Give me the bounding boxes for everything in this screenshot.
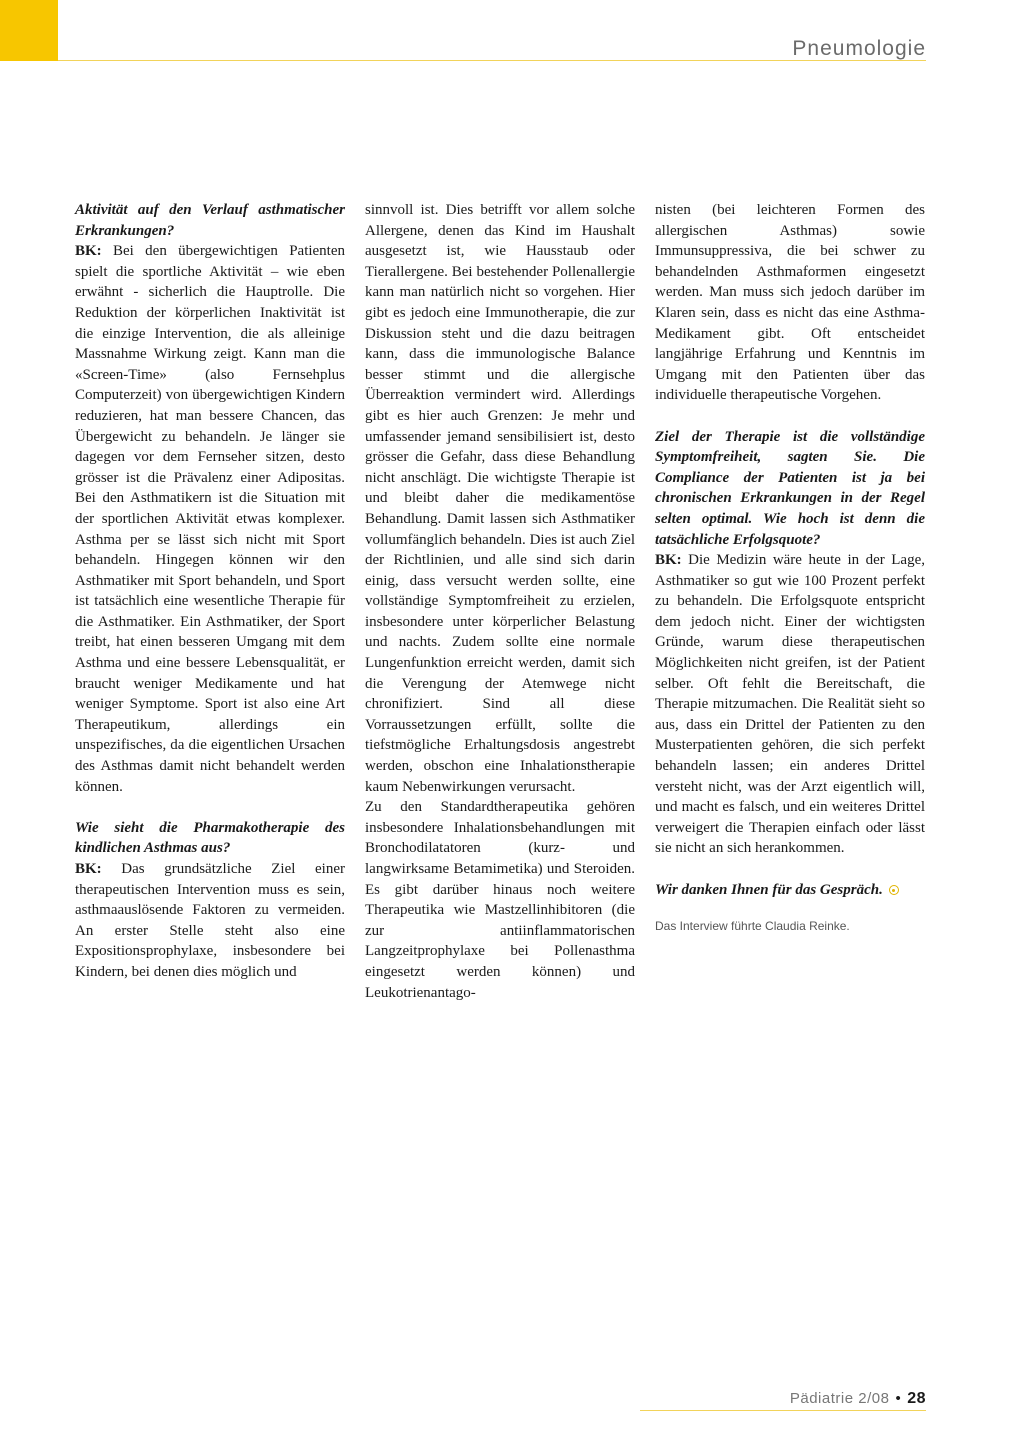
answer-1-text: Bei den übergewichtigen Patienten spielt die sportliche Aktivität – wie eben erwähnt - sicherlich die Hauptrolle. Die Reduktion der körperlichen Inaktivität ist die einzige Intervention, die als alleinige Massnahme Wirkung zeigt. Kann man die «Screen-Time» (also Fernsehplus Computerzeit) von übergewichtigen Kindern reduzieren, hat man bessere Chancen, das Übergewicht zu behandeln. Je länger sie dagegen vor dem Fernseher sitzen, desto grösser ist die Prävalenz einer Adipositas. Bei den Asthmatikern ist die Situation mit der sportlichen Aktivität etwas komplexer. Asthma per se lässt sich nicht mit Sport behandeln. Hingegen können wir den Asthmatiker mit Sport behandeln, und Sport ist tatsächlich eine wesentliche Therapie für die Asthmatiker. Ein Asthmatiker, der Sport treibt, hat einen besseren Umgang mit dem Asthma und eine bessere Lebensqualität, er braucht weniger Medikamente und hat weniger Symptome. Sport ist also eine Art Therapeutikum, allerdings ein unspezifisches, da die eigentlichen Ursachen des Asthmas damit nicht behandelt werden können. (75, 243, 346, 795)
closing-statement (655, 880, 925, 901)
end-of-article-icon (889, 885, 899, 895)
footer-rule (640, 1410, 926, 1411)
answer-3-text: Die Medizin wäre heute in der Lage, Asthmatiker so gut wie 100 Prozent perfekt zu behandeln. Die Erfolgsquote entspricht dem jedoch nicht. Einer der wichtigsten Gründe, warum diese therapeutischen Möglichkeiten nicht greifen, ist der Patient selber. Oft fehlt die Bereitschaft, die Therapie mitzumachen. Die Realität sieht so aus, dass ein Drittel der Patienten zu den Musterpatienten gehören, die sich perfekt behandeln lassen; ein anderes Drittel versteht nicht, was der Arzt eigentlich will, und macht es falsch, und ein weiteres Drittel verweigert die Therapien einfach oder lässt sie nicht an sich herankommen. (655, 552, 925, 857)
column-2 (365, 200, 635, 1003)
question-3: Ziel der Therapie ist die vollständige Symptomfreiheit, sagten Sie. Die Compliance der Patienten ist ja bei chronischen Erkrankungen in der Regel selten optimal. Wie hoch ist denn die tatsächliche Erfolgsquote? (655, 428, 925, 548)
footer-separator: • (895, 1390, 902, 1407)
speaker-label: BK: (75, 243, 102, 260)
column-3 (655, 200, 925, 937)
corner-accent-block (0, 0, 58, 61)
answer-2 (75, 859, 345, 983)
answer-2-text: Das grundsätzliche Ziel einer therapeutischen Intervention muss es sein, asthmaauslösende Faktoren zu vermeiden. An erster Stelle steht also eine Expositionsprophylaxe, insbesondere bei Kindern, bei denen dies möglich und (75, 861, 346, 980)
speaker-label: BK: (75, 861, 102, 877)
question-2: Wie sieht die Pharmakotherapie des kindlichen Asthmas aus? (75, 819, 345, 857)
answer-1 (75, 241, 345, 797)
question-1: Aktivität auf den Verlauf asthmatischer Erkrankungen? (75, 202, 345, 239)
column-1 (75, 200, 345, 983)
section-title: Pneumologie (792, 37, 926, 60)
answer-2-conclusion: nisten (bei leichteren Formen des allergischen Asthmas) sowie Immunsuppressiva, die bei schwer zu behandelnden Asthmaformen eingesetzt werden. Man muss sich jedoch darüber im Klaren sein, dass es nicht das eine Asthma-Medikament gibt. Oft entscheidet langjährige Erfahrung und Kenntnis im Umgang mit den Patienten über das individuelle therapeutische Vorgehen. (655, 202, 925, 404)
speaker-label: BK: (655, 552, 682, 569)
answer-3 (655, 550, 925, 859)
journal-issue: Pädiatrie 2/08 (789, 1390, 890, 1407)
interview-credit: Das Interview führte Claudia Reinke. (655, 919, 850, 934)
closing-text: Wir danken Ihnen für das Gespräch. (655, 881, 883, 898)
answer-2-continued: sinnvoll ist. Dies betrifft vor allem solche Allergene, denen das Kind im Haushalt ausgesetzt ist, wie Hausstaub oder Tierallergene. Bei bestehender Pollenallergie kann man natürlich nicht so vorgehen. Hier gibt es jedoch eine Immunotherapie, die zur Diskussion steht und die dazu beitragen kann, dass die immunologische Balance besser stimmt und die allergische Überreaktion vermindert wird. Allerdings gibt es hier auch Grenzen: Je mehr und umfassender jemand sensibilisiert ist, desto grösser die Gefahr, dass diese Behandlung nicht anschlägt. Die wichtigste Therapie ist und bleibt daher die medikamentöse Behandlung. Damit lassen sich Asthmatiker vollumfänglich behandeln. Dies ist auch Ziel der Richtlinien, und alle sind sich darin einig, dass versucht werden sollte, eine vollständige Symptomfreiheit zu erzielen, insbesondere unter körperlicher Belastung und nachts. Zudem sollte eine normale Lungenfunktion erreicht werden, damit sich die Verengung der Atemwege nicht chronifiziert. Sind all diese Vorraussetzungen erfüllt, sollte die tiefstmögliche Erhaltungsdosis angestrebt werden, obschon eine Inhalationstherapie kaum Nebenwirkungen verursacht. (365, 202, 635, 795)
page-footer (790, 1390, 926, 1408)
answer-2-paragraph: Zu den Standardtherapeutika gehören insbesondere Inhalationsbehandlungen mit Bronchodilatatoren (kurz- und langwirksame Betamimetika) und Steroiden. Es gibt darüber hinaus noch weitere Therapeutika wie Mastzellinhibitoren (die zur antiinflammatorischen Langzeitprophylaxe bei Pollenasthma eingesetzt werden können) und Leukotrienantago- (365, 799, 635, 1001)
page-number: 28 (907, 1390, 926, 1407)
